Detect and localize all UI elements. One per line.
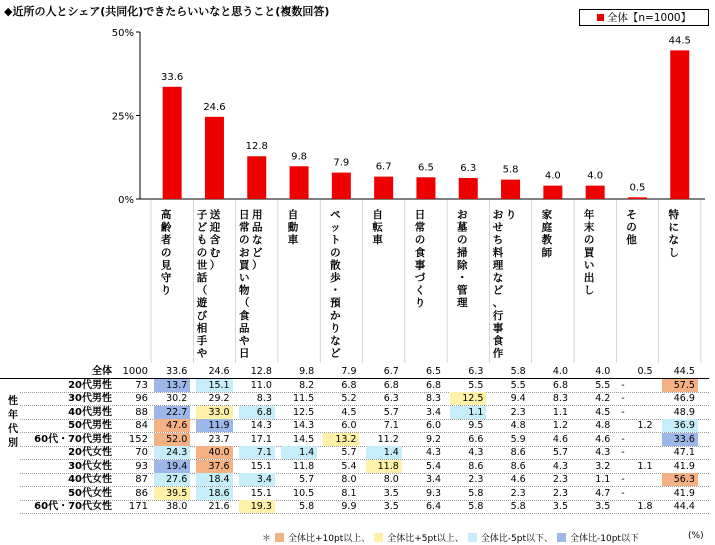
bar-value-label: 6.5 xyxy=(417,162,434,174)
row-n: 88 xyxy=(135,406,148,418)
category-label: 家庭教師 xyxy=(541,209,553,259)
table-cell: 6.7 xyxy=(383,366,399,377)
table-cell: 18.4 xyxy=(196,473,232,486)
table-cell: - xyxy=(621,393,625,404)
note-red-swatch xyxy=(275,533,284,542)
category-label: 高齢者の見守り xyxy=(160,209,172,297)
table-cell: 33.0 xyxy=(196,406,232,419)
table-cell: 2.3 xyxy=(510,487,526,499)
table-cell: 1.1 xyxy=(637,460,653,472)
row-n: 84 xyxy=(135,420,148,431)
table-cell: 5.5 xyxy=(468,379,484,391)
table-cell: 5.5 xyxy=(510,379,526,391)
note-mark: ＊ xyxy=(262,534,272,544)
table-cell: 8.3 xyxy=(256,393,272,404)
table-cell: 3.4 xyxy=(425,474,442,485)
row-label: 60代・70代女性 xyxy=(34,501,112,512)
table-cell: 1.1 xyxy=(450,406,486,419)
table-cell: 5.7 xyxy=(552,447,568,458)
bar-value-label: 4.0 xyxy=(587,170,604,182)
bar-8 xyxy=(501,180,520,199)
table-cell: 6.6 xyxy=(468,433,484,445)
table-cell: 2.3 xyxy=(552,474,568,485)
category-label: 子どもの世話（遊び相手や送迎含む） xyxy=(196,209,221,360)
table-cell: 14.5 xyxy=(293,433,315,445)
y-tick-label: 0% xyxy=(118,195,134,206)
table-cell: 2.3 xyxy=(552,487,568,499)
legend-label: 全体【n=1000】 xyxy=(606,12,692,24)
table-cell: 5.7 xyxy=(341,447,357,458)
table-cell: - xyxy=(621,406,625,418)
table-cell: 40.0 xyxy=(196,446,232,459)
table-cell: 9.4 xyxy=(510,393,526,404)
bar-value-label: 9.8 xyxy=(291,151,308,163)
row-label: 60代・70代男性 xyxy=(34,433,112,445)
category-label: 日常の食事づくり xyxy=(414,209,426,310)
bar-10 xyxy=(586,186,605,199)
table-cell: 1.2 xyxy=(552,420,568,431)
table-cell: 2.3 xyxy=(468,474,484,485)
table-cell: 11.0 xyxy=(250,379,272,391)
table-cell: 6.3 xyxy=(383,393,399,404)
table-cell: 5.8 xyxy=(299,501,315,512)
table-cell: 5.8 xyxy=(468,501,484,512)
table-cell: - xyxy=(621,487,625,499)
table-cell: 22.7 xyxy=(154,406,190,419)
note-blue: 全体比-10pt以下 xyxy=(570,534,639,544)
row-label: 50代男性 xyxy=(68,420,112,431)
table-cell: 4.8 xyxy=(510,420,526,431)
table-cell: 5.9 xyxy=(510,433,526,445)
category-label: 自動車 xyxy=(287,209,299,247)
table-cell: 4.7 xyxy=(595,487,611,499)
table-cell: 27.6 xyxy=(154,473,190,486)
table-cell: 1.1 xyxy=(595,474,611,485)
table-cell: 36.9 xyxy=(662,419,698,432)
table-cell: 4.3 xyxy=(425,447,442,458)
table-cell: 6.0 xyxy=(341,420,357,431)
bar-value-label: 0.5 xyxy=(629,182,646,194)
bar-0 xyxy=(163,87,182,199)
bar-2 xyxy=(247,156,266,199)
row-n: 171 xyxy=(128,501,148,512)
category-label: 日常のお買い物（食品や日用品など） xyxy=(239,209,263,360)
category-label: おせち料理など、行事食作り xyxy=(492,209,517,360)
table-cell: 15.1 xyxy=(250,460,272,472)
table-cell: 7.1 xyxy=(383,420,399,431)
category-label: 年末の買い出し xyxy=(583,209,595,297)
table-cell: 8.6 xyxy=(510,447,526,458)
table-cell: 3.5 xyxy=(383,487,399,499)
table-cell: 24.6 xyxy=(208,366,230,377)
note-yellow: 全体比+5pt以上、 xyxy=(387,534,464,544)
row-label: 40代男性 xyxy=(68,406,112,418)
bar-4 xyxy=(332,173,351,199)
table-cell: 6.5 xyxy=(425,366,442,377)
table-cell: 6.8 xyxy=(341,379,357,391)
table-cell: 41.9 xyxy=(673,487,695,499)
bar-12 xyxy=(670,50,689,199)
bar-value-label: 24.6 xyxy=(203,101,226,113)
table-cell: 0.5 xyxy=(637,366,653,377)
row-label: 20代男性 xyxy=(68,379,112,391)
table-cell: 4.2 xyxy=(595,393,611,404)
table-cell: 2.3 xyxy=(510,406,526,418)
row-label: 30代男性 xyxy=(68,393,112,404)
y-tick-label: 25% xyxy=(111,111,134,123)
table-cell: 1.1 xyxy=(552,406,568,418)
table-cell: 3.5 xyxy=(595,501,611,512)
table-cell: 8.1 xyxy=(341,487,357,499)
bar-value-label: 4.0 xyxy=(544,170,561,182)
table-cell: 44.5 xyxy=(673,366,695,377)
table-cell: 12.8 xyxy=(250,366,272,377)
bar-value-label: 7.9 xyxy=(333,157,350,169)
table-cell: 9.3 xyxy=(425,487,442,499)
table-cell: 5.8 xyxy=(468,487,484,499)
table-cell: 11.8 xyxy=(366,460,402,473)
table-cell: 12.5 xyxy=(450,392,486,405)
table-cell: 11.2 xyxy=(377,433,399,445)
table-cell: 57.5 xyxy=(662,379,698,392)
table-cell: 3.4 xyxy=(239,473,275,486)
side-label: 性年代別 xyxy=(8,396,18,449)
table-cell: 11.5 xyxy=(293,393,315,404)
table-cell: - xyxy=(621,379,625,391)
bar-value-label: 12.8 xyxy=(245,141,268,153)
table-cell: 21.6 xyxy=(208,501,230,512)
note-blue-swatch xyxy=(557,533,566,542)
table-cell: 5.4 xyxy=(341,460,357,472)
row-n: 73 xyxy=(135,379,148,391)
table-cell: 1.2 xyxy=(637,420,653,431)
table-cell: 15.1 xyxy=(196,379,232,392)
table-cell: 1.8 xyxy=(637,501,653,512)
table-cell: 4.6 xyxy=(510,474,526,485)
table-cell: 4.0 xyxy=(552,366,568,377)
row-n: 70 xyxy=(135,447,148,458)
table-cell: 6.0 xyxy=(425,420,442,431)
bar-7 xyxy=(459,178,478,199)
bar-3 xyxy=(290,166,309,199)
table-cell: 47.1 xyxy=(673,447,695,458)
table-cell: 5.8 xyxy=(510,501,526,512)
table-cell: 5.7 xyxy=(383,406,399,418)
table-cell: 4.6 xyxy=(595,433,611,445)
table-cell: 9.8 xyxy=(299,366,315,377)
row-n: 1000 xyxy=(122,366,148,377)
table-cell: 10.5 xyxy=(293,487,315,499)
table-cell: 5.7 xyxy=(299,474,315,485)
table-cell: 3.5 xyxy=(383,501,399,512)
category-label: 特になし xyxy=(668,209,679,259)
table-cell: 38.0 xyxy=(166,501,188,512)
bar-11 xyxy=(628,197,647,199)
table-cell: 37.6 xyxy=(196,460,232,473)
table-cell: 24.3 xyxy=(154,446,190,459)
category-label: その他 xyxy=(626,209,637,247)
table-cell: 5.5 xyxy=(595,379,611,391)
bar-value-label: 33.6 xyxy=(161,71,184,83)
table-cell: 33.6 xyxy=(662,433,698,446)
table-cell: 47.6 xyxy=(154,419,190,432)
table-cell: 8.0 xyxy=(341,474,357,485)
table-cell: 1.4 xyxy=(281,446,317,459)
table-cell: 5.2 xyxy=(341,393,357,404)
table-cell: 19.3 xyxy=(239,500,275,513)
unit-label: (%) xyxy=(688,531,704,541)
bar-1 xyxy=(205,117,224,199)
table-cell: - xyxy=(621,447,625,458)
table-cell: 18.6 xyxy=(196,487,232,500)
row-n: 86 xyxy=(135,487,148,499)
table-cell: 41.9 xyxy=(673,460,695,472)
table-cell: 5.4 xyxy=(425,460,442,472)
table-cell: 6.3 xyxy=(468,366,484,377)
table-cell: 4.8 xyxy=(595,420,611,431)
y-tick-label: 50% xyxy=(111,28,134,39)
table-cell: 44.4 xyxy=(673,501,695,512)
table-cell: 4.3 xyxy=(468,447,484,458)
table-cell: 4.5 xyxy=(341,406,357,418)
table-cell: 13.2 xyxy=(323,433,359,446)
table-cell: 7.1 xyxy=(239,446,275,459)
table-cell: 11.8 xyxy=(293,460,315,472)
row-n: 152 xyxy=(128,433,148,445)
table-cell: 48.9 xyxy=(673,406,695,418)
bar-value-label: 6.3 xyxy=(460,162,477,174)
chart-title: ◆近所の人とシェア(共同化)できたらいいなと思うこと(複数回答) xyxy=(4,5,330,18)
table-cell: 52.0 xyxy=(154,433,190,446)
table-cell: 1.4 xyxy=(366,446,402,459)
table-cell: 6.4 xyxy=(425,501,442,512)
category-label: ペットの散歩・預かりなど xyxy=(330,209,341,360)
row-divider xyxy=(20,513,709,514)
note-cyan: 全体比-5pt以下、 xyxy=(480,534,553,544)
legend-note xyxy=(262,531,639,544)
note-yellow-swatch xyxy=(374,533,383,542)
bar-value-label: 5.8 xyxy=(502,164,519,176)
table-cell: 39.5 xyxy=(154,487,190,500)
table-cell: 4.0 xyxy=(595,366,611,377)
table-cell: 3.5 xyxy=(552,501,568,512)
bar-9 xyxy=(543,186,562,199)
table-cell: 14.3 xyxy=(250,420,272,431)
row-label: 全体 xyxy=(92,366,112,377)
table-cell: 4.3 xyxy=(595,447,611,458)
table-cell: 15.1 xyxy=(250,487,272,499)
table-cell: 4.6 xyxy=(552,433,568,445)
table-cell: 9.2 xyxy=(425,433,442,445)
table-cell: 7.9 xyxy=(341,366,357,377)
table-cell: - xyxy=(621,474,625,485)
note-cyan-swatch xyxy=(468,533,477,542)
data-table xyxy=(0,363,715,530)
table-cell: 30.2 xyxy=(166,393,188,404)
row-label: 20代女性 xyxy=(68,447,112,458)
table-cell: 9.9 xyxy=(341,501,357,512)
row-label: 40代女性 xyxy=(68,474,112,485)
bar-6 xyxy=(416,177,435,199)
table-cell: 29.2 xyxy=(208,393,230,404)
bar-5 xyxy=(374,177,393,199)
table-cell: 3.2 xyxy=(595,460,611,472)
table-cell: 9.5 xyxy=(468,420,484,431)
table-cell: 4.3 xyxy=(552,460,568,472)
table-cell: 6.8 xyxy=(552,379,568,391)
table-cell: 6.8 xyxy=(425,379,442,391)
table-cell: 8.6 xyxy=(510,460,526,472)
table-cell: 8.0 xyxy=(383,474,399,485)
note-red: 全体比+10pt以上、 xyxy=(288,534,371,544)
table-cell: 33.6 xyxy=(166,366,188,377)
bar-value-label: 6.7 xyxy=(375,161,392,173)
table-cell: 8.3 xyxy=(552,393,568,404)
table-cell: 17.1 xyxy=(250,433,272,445)
table-cell: 8.6 xyxy=(468,460,484,472)
bar-value-label: 44.5 xyxy=(668,35,691,47)
table-cell: 6.8 xyxy=(383,379,399,391)
table-cell: 11.9 xyxy=(196,419,232,432)
table-cell: 8.2 xyxy=(299,379,315,391)
row-n: 87 xyxy=(135,474,148,485)
table-cell: 8.3 xyxy=(425,393,442,404)
table-cell: 19.4 xyxy=(154,460,190,473)
table-cell: 3.4 xyxy=(425,406,442,418)
row-n: 93 xyxy=(135,460,148,472)
category-label: お墓の掃除・管理 xyxy=(457,209,468,310)
row-label: 50代女性 xyxy=(68,487,112,499)
table-cell: 4.5 xyxy=(595,406,611,418)
table-cell: 56.3 xyxy=(662,473,698,486)
row-label: 30代女性 xyxy=(68,460,112,472)
table-cell: - xyxy=(621,433,625,445)
table-cell: 23.7 xyxy=(208,433,230,445)
category-label: 自転車 xyxy=(372,209,383,247)
table-cell: 6.8 xyxy=(239,406,275,419)
table-cell: 14.3 xyxy=(293,420,315,431)
row-n: 96 xyxy=(135,393,148,404)
table-cell: 5.8 xyxy=(510,366,526,377)
table-cell: 46.9 xyxy=(673,393,695,404)
table-cell: 13.7 xyxy=(154,379,190,392)
table-cell: 12.5 xyxy=(293,406,315,418)
